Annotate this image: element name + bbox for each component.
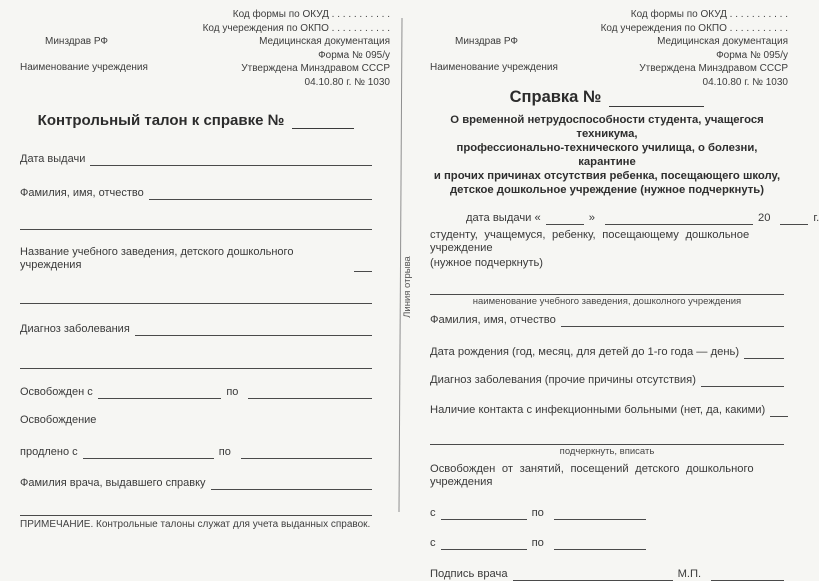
diagnosis-label: Диагноз заболевания (прочие причины отсутствия) (430, 374, 696, 386)
school-name-blank (354, 268, 372, 272)
ministry-label: Минздрав РФ (455, 36, 519, 47)
released-to-blank (248, 395, 372, 399)
med-doc-label: Медицинская документация (259, 36, 390, 47)
field-full-name (430, 314, 784, 327)
coupon-title (20, 112, 372, 129)
full-name-label: Фамилия, имя, отчество (430, 314, 556, 326)
full-name-blank (149, 196, 372, 200)
coupon-header-right (20, 8, 390, 89)
released-label: Освобожден от занятий, посещений детского дошкольного учреждения (430, 463, 754, 488)
issue-month-blank (605, 221, 753, 225)
certificate-body (400, 88, 819, 581)
diagnosis-blank (701, 383, 784, 387)
subtitle-line: и прочих причинах отсутствия ребенка, посещающего школу, (433, 170, 781, 182)
period-from-label: с (430, 507, 436, 519)
approved-number-label: 04.10.80 г. № 1030 (702, 76, 788, 88)
diagnosis-label: Диагноз заболевания (20, 323, 130, 335)
full-name-label: Фамилия, имя, отчество (20, 187, 144, 199)
school-name-label: Название учебного заведения, детского дошкольного учреждения (20, 246, 294, 271)
coupon-header (0, 0, 400, 86)
extended-from-blank (83, 455, 214, 459)
med-doc-label: Медицинская документация (657, 36, 788, 47)
extended-to-label: по (218, 446, 231, 458)
field-signature (430, 568, 784, 581)
school-name-continuation-line (20, 303, 372, 304)
stamp-blank (711, 577, 784, 581)
stamp-label: М.П. (677, 568, 702, 580)
underline-note-label: (нужное подчеркнуть) (430, 257, 544, 269)
released-from-blank (98, 395, 222, 399)
underline-caption: подчеркнуть, вписать (559, 446, 655, 457)
issue-year-blank (780, 221, 808, 225)
year-prefix: 20 (757, 212, 771, 224)
approved-label: Утверждена Минздравом СССР (241, 63, 390, 74)
field-diagnosis (20, 323, 372, 336)
period-from-blank (441, 546, 527, 550)
certificate-title (430, 88, 784, 107)
field-issue-date (430, 212, 819, 225)
field-issue-date (20, 153, 372, 166)
certificate-header-right (430, 8, 788, 89)
period-to-label: по (531, 537, 544, 549)
field-period-1 (430, 507, 784, 520)
year-suffix: г. (813, 212, 819, 224)
certificate-title-text: Справка № (509, 88, 602, 106)
okpo-code-label: Код учереждения по ОКПО . . . . . . . . . . . (600, 22, 788, 34)
diagnosis-blank (135, 332, 372, 336)
doctor-name-continuation-line (20, 515, 372, 516)
birth-date-label: Дата рождения (год, месяц, для детей до 1-го года — день) (430, 346, 740, 358)
released-from-label: Освобожден с (20, 386, 93, 398)
subtitle-line: детское дошкольное учреждение (нужное подчеркнуть) (450, 184, 764, 196)
field-period-2 (430, 537, 784, 550)
form-number-label: Форма № 095/у (716, 49, 788, 61)
extended-from-label: продлено с (20, 446, 78, 458)
certificate-section (400, 0, 819, 580)
control-coupon-section (0, 0, 400, 530)
coupon-number-blank (292, 124, 354, 129)
period-to-blank (554, 546, 646, 550)
full-name-blank (561, 323, 784, 327)
period-to-label: по (531, 507, 544, 519)
signature-label: Подпись врача (430, 568, 508, 580)
field-extended-period (20, 446, 372, 459)
tear-line-label: Линия отрыва (402, 256, 413, 318)
okpo-code-label: Код учереждения по ОКПО . . . . . . . . . . . (202, 22, 390, 34)
coupon-title-text: Контрольный талон к справке № (37, 112, 285, 129)
signature-blank (513, 577, 673, 581)
issue-date-label: Дата выдачи (20, 153, 86, 165)
field-infection-contact (430, 404, 784, 417)
coupon-body (0, 112, 400, 530)
issue-date-label: дата выдачи « (466, 212, 541, 224)
subtitle-line: О временной нетрудоспособности студента, учащегося техникума, (450, 114, 764, 140)
release-label: Освобождение (20, 414, 97, 426)
period-from-blank (441, 516, 527, 520)
ministry-label: Минздрав РФ (45, 36, 109, 47)
subtitle-line: профессионально-технического училища, о болезни, карантине (456, 142, 758, 168)
institution-name-label: Наименование учреждения (430, 62, 558, 73)
field-birth-date (430, 346, 784, 359)
infection-contact-label: Наличие контакта с инфекционными больными (нет, да, какими) (430, 404, 766, 416)
okud-code-label: Код формы по ОКУД . . . . . . . . . . . (630, 9, 788, 20)
birth-date-blank (744, 355, 784, 359)
issue-date-blank (90, 162, 372, 166)
institution-blank-line (430, 294, 784, 295)
form-number-label: Форма № 095/у (318, 49, 390, 61)
full-name-continuation-line (20, 229, 372, 230)
field-full-name (20, 187, 372, 200)
contact-continuation-line (430, 444, 784, 445)
issue-day-blank (546, 221, 584, 225)
issued-to-label: студенту, учащемуся, ребенку, посещающему дошкольное учреждение (430, 229, 750, 254)
certificate-number-blank (609, 102, 704, 107)
field-diagnosis (430, 374, 784, 387)
field-school-name (20, 246, 372, 272)
doctor-name-label: Фамилия врача, выдавшего справку (20, 477, 206, 489)
approved-label: Утверждена Минздравом СССР (639, 63, 788, 74)
released-to-label: по (226, 386, 239, 398)
quote-close: » (588, 212, 595, 224)
field-released-period (20, 386, 372, 399)
coupon-note: ПРИМЕЧАНИЕ. Контрольные талоны служат для учета выданных справок. (20, 519, 371, 530)
okud-code-label: Код формы по ОКУД . . . . . . . . . . . (232, 9, 390, 20)
certificate-subtitle (430, 113, 784, 197)
diagnosis-continuation-line (20, 368, 372, 369)
extended-to-blank (241, 455, 372, 459)
doctor-name-blank (211, 486, 372, 490)
field-doctor-name (20, 477, 372, 490)
approved-number-label: 04.10.80 г. № 1030 (304, 76, 390, 88)
infection-contact-blank (770, 413, 788, 417)
period-to-blank (554, 516, 646, 520)
institution-name-label: Наименование учреждения (20, 62, 148, 73)
certificate-header (400, 0, 800, 86)
period-from-label: с (430, 537, 436, 549)
institution-caption: наименование учебного заведения, дошколного учреждения (472, 296, 742, 307)
